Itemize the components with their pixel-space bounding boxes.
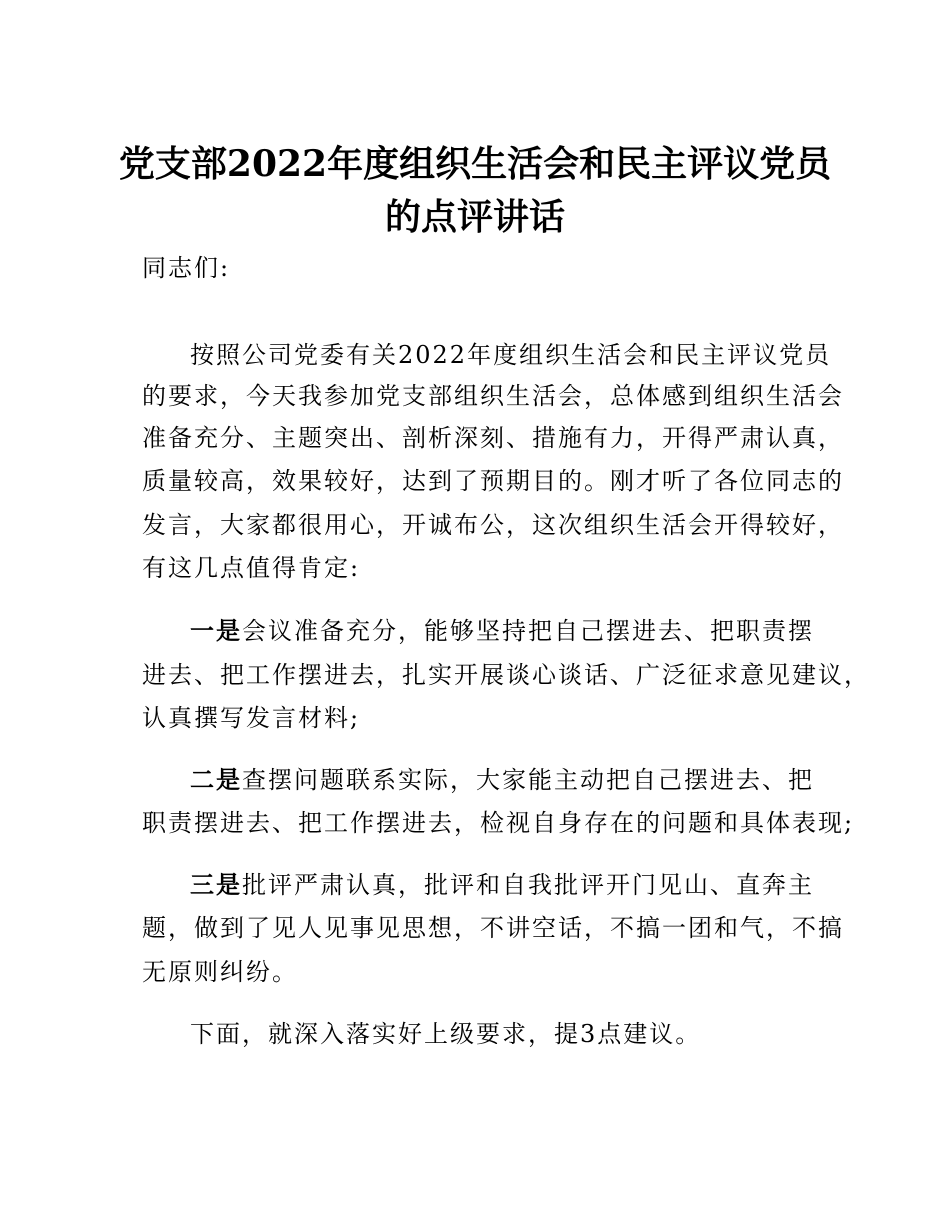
paragraph-line: [190, 765, 814, 795]
paragraph-line: 按照公司党委有关2022年度组织生活会和民主评议党员: [190, 341, 832, 369]
paragraph-line: 准备充分、主题突出、剖析深刻、措施有力，开得严肃认真，: [142, 424, 844, 452]
paragraph-line: 题，做到了见人见事见思想，不讲空话，不搞一团和气，不搞: [142, 914, 844, 942]
point-text: 批评严肃认真，批评和自我批评开门见山、直奔主: [242, 871, 814, 899]
paragraph-line: 的要求，今天我参加党支部组织生活会，总体感到组织生活会: [142, 382, 844, 410]
point-lead: 二是: [190, 765, 242, 794]
paragraph-line: [190, 616, 814, 646]
paragraph-line: 职责摆进去、把工作摆进去，检视自身存在的问题和具体表现;: [142, 809, 855, 837]
paragraph-line: 发言，大家都很用心，开诚布公，这次组织生活会开得较好，: [142, 511, 844, 539]
point-text: 查摆问题联系实际，大家能主动把自己摆进去、把: [242, 766, 814, 794]
closing-paragraph: 下面，就深入落实好上级要求，提3点建议。: [190, 1020, 702, 1048]
point-lead: 一是: [190, 616, 242, 645]
paragraph-line: 质量较高，效果较好，达到了预期目的。刚才听了各位同志的: [142, 467, 844, 495]
document-title-line-1: 党支部2022年度组织生活会和民主评议党员: [118, 143, 832, 185]
paragraph-line: 无原则纠纷。: [142, 958, 298, 986]
paragraph-line: 进去、把工作摆进去，扎实开展谈心谈话、广泛征求意见建议，: [142, 661, 870, 689]
point-text: 会议准备充分，能够坚持把自己摆进去、把职责摆: [242, 617, 814, 645]
paragraph-line: 有这几点值得肯定:: [142, 554, 361, 582]
point-lead: 三是: [190, 870, 242, 899]
paragraph-line: 认真撰写发言材料;: [142, 704, 361, 732]
paragraph-line: [190, 870, 814, 900]
salutation: 同志们:: [142, 254, 231, 282]
document-title-line-2: 的点评讲话: [384, 196, 565, 238]
